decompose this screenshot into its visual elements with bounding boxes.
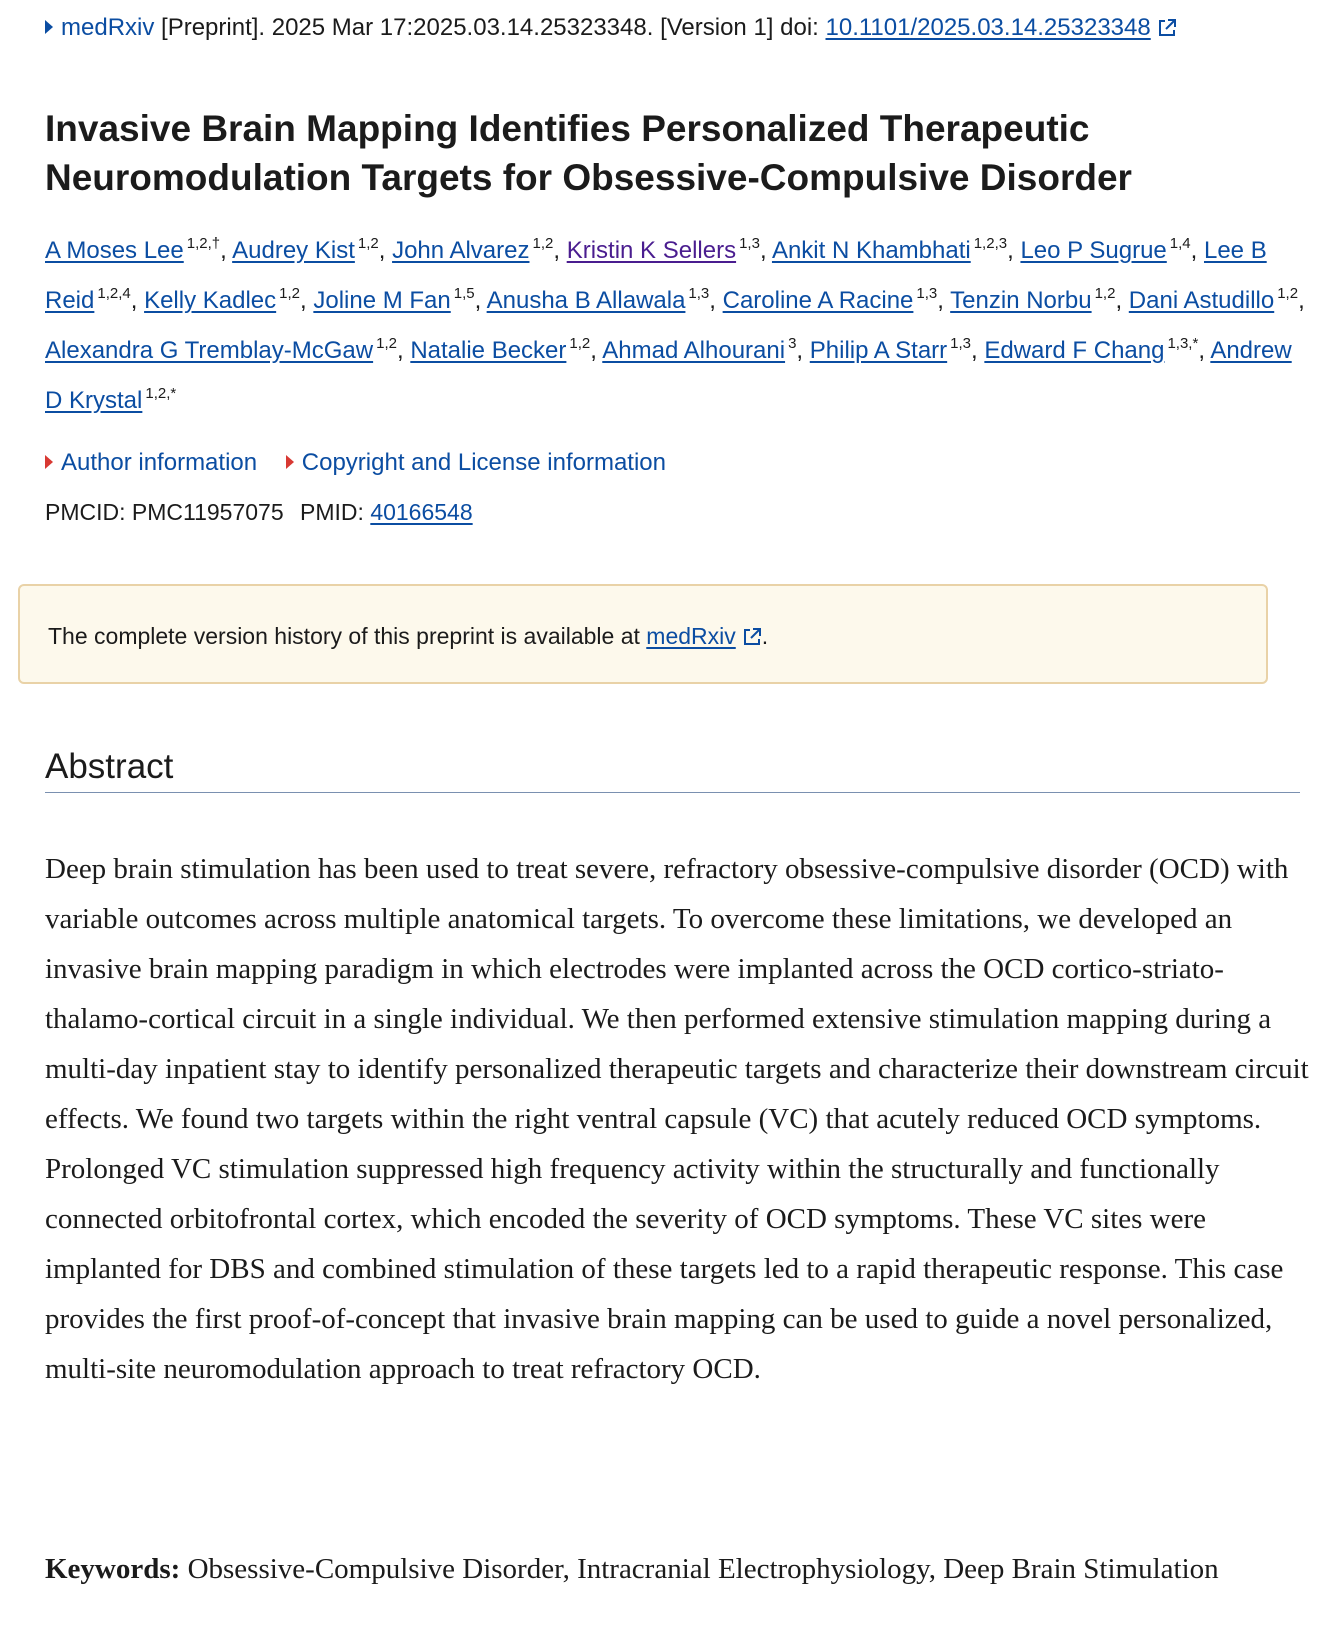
pmid-label: PMID: [300, 499, 364, 525]
author-affiliation: 1,2 [1277, 285, 1299, 302]
doi-link[interactable] [826, 14, 1151, 41]
caret-right-icon [45, 20, 53, 34]
author-affiliation: 1,3 [950, 335, 972, 352]
version-notice-text [48, 618, 768, 654]
notice-end: . [761, 623, 769, 649]
author-affiliation: 1,2 [279, 285, 301, 302]
author-information-label: Author information [61, 449, 258, 476]
citation-details: [Preprint]. 2025 Mar 17:2025.03.14.25323348. [Version 1] doi: [161, 14, 819, 41]
doi-text: 10.1101/2025.03.14.25323348 [825, 14, 1151, 41]
external-link-icon[interactable] [742, 627, 762, 647]
author-link[interactable]: John Alvarez [392, 237, 530, 264]
author-link[interactable]: Philip A Starr [809, 337, 948, 364]
author-affiliation: 1,3 [688, 285, 710, 302]
title-line-1: Invasive Brain Mapping Identifies Personalized Therapeutic [45, 108, 1090, 149]
caret-right-icon [45, 455, 53, 469]
author-link[interactable]: Caroline A Racine [722, 287, 914, 314]
title-line-2: Neuromodulation Targets for Obsessive-Compulsive Disorder [45, 157, 1132, 198]
author-link[interactable]: Leo P Sugrue [1020, 237, 1167, 264]
version-notice [18, 584, 1268, 684]
author-link[interactable]: Ankit N Khambhati [771, 237, 971, 264]
external-link-icon[interactable] [1157, 18, 1177, 38]
author-affiliation: 1,2 [376, 335, 397, 352]
author-link[interactable]: Tenzin Norbu [950, 287, 1092, 314]
author-link[interactable]: Audrey Kist [232, 237, 355, 264]
author-link[interactable]: Kelly Kadlec [144, 287, 277, 314]
keywords-text: Obsessive-Compulsive Disorder, Intracranial Electrophysiology, Deep Brain Stimulation [187, 1553, 1219, 1585]
article-title [45, 104, 1285, 202]
author-link[interactable]: Joline M Fan [313, 287, 451, 314]
author-affiliation: 1,2,† [186, 235, 221, 252]
author-link[interactable]: Natalie Becker [410, 337, 567, 364]
medrxiv-link[interactable]: medRxiv [646, 623, 736, 649]
author-affiliation: 1,2 [357, 235, 379, 252]
author-link[interactable]: Ahmad Alhourani [602, 337, 786, 364]
keywords [45, 1544, 1310, 1594]
notice-message: The complete version history of this preprint is available at [48, 623, 640, 649]
author-affiliation: 1,3 [739, 235, 760, 252]
journal-name: medRxiv [61, 14, 155, 41]
caret-right-icon [286, 455, 294, 469]
author-list: A Moses Lee $^{1,2,\dagger}$, Audrey Kist $^{1,2}$, John Alvarez $^{1,2}$, Kristin K Sellers $^{1,3}$, Ankit N Khambhati $^{1,2,3}$, Leo P Sugrue $^{1,4}$, Lee B Reid $^{1,2,4}$, Kelly Kadlec $^{1,2}$, Joline M Fan $^{1,5}$, Anusha B Allawala $^{1,3}$, Caroline A Racine $^{1,3}$, Tenzin Norbu $^{1,2}$, Dani Astudillo $^{1,2}$, Alexandra G Tremblay-McGaw $^{1,2}$, Natalie Becker $^{1,2}$, Ahmad Alhourani $^3$, Philip A Starr $^{1,3}$, Edward F Chang $^{1,3,*}$, Andrew D Krystal $^{1,2,*}$ [45, 235, 1305, 414]
author-affiliation: 1,2 [532, 235, 554, 252]
keywords-label: Keywords: [45, 1553, 181, 1585]
abstract-text: Deep brain stimulation has been used to treat severe, refractory obsessive-compulsive disorder (OCD) with variable outcomes across multiple anatomical targets. To overcome these limitations, we developed an invasive brain mapping paradigm in which electrodes were implanted across the OCD cortico-striato-thalamo-cortical circuit in a single individual. We then performed extensive stimulation mapping during a multi-day inpatient stay to identify personalized therapeutic targets and characterize their downstream circuit effects. We found two targets within the right ventral capsule (VC) that acutely reduced OCD symptoms. Prolonged VC stimulation suppressed high frequency activity within the structurally and functionally connected orbitofrontal cortex, which encoded the severity of OCD symptoms. These VC sites were implanted for DBS and combined stimulation of these targets led to a rapid therapeutic response. This case provides the first proof-of-concept that invasive brain mapping can be used to guide a novel personalized, multi-site neuromodulation approach to treat refractory OCD. [45, 853, 1309, 1385]
abstract-heading: Abstract [45, 747, 174, 786]
author-link[interactable]: Kristin K Sellers [566, 237, 737, 264]
abstract-divider [45, 792, 1300, 793]
author-link[interactable]: Edward F Chang [984, 337, 1165, 364]
pmcid-value: PMC11957075 [131, 499, 284, 525]
author-link[interactable]: Lee B Reid [45, 237, 1267, 314]
info-toggles [45, 445, 1245, 481]
author-affiliation: 1,2 [569, 335, 591, 352]
author-affiliation: 1,3,* [1167, 335, 1199, 352]
copyright-label: Copyright and License information [301, 449, 666, 476]
author-link[interactable]: Alexandra G Tremblay-McGaw [45, 337, 374, 364]
author-affiliation: 1,5 [453, 285, 475, 302]
author-information-toggle[interactable] [45, 449, 257, 476]
author-affiliation: 3 [788, 335, 797, 352]
author-affiliation: 1,3 [916, 285, 938, 302]
author-link[interactable]: Dani Astudillo [1128, 287, 1275, 314]
article-identifiers [45, 494, 1245, 530]
author-affiliation: 1,2,* [145, 385, 177, 402]
author-affiliation: 1,4 [1169, 235, 1191, 252]
author-link[interactable]: Andrew D Krystal [45, 337, 1292, 414]
author-affiliation: 1,2,3 [973, 235, 1008, 252]
author-link[interactable]: A Moses Lee [45, 237, 184, 264]
pmcid-label: PMCID: [45, 499, 126, 525]
journal-toggle[interactable] [45, 14, 154, 41]
author-link[interactable]: Anusha B Allawala [486, 287, 686, 314]
copyright-toggle[interactable] [286, 449, 666, 476]
pmid-link[interactable]: 40166548 [370, 499, 473, 525]
author-affiliation: 1,2,4 [97, 285, 131, 302]
author-affiliation: 1,2 [1094, 285, 1116, 302]
citation-line [45, 10, 1315, 46]
